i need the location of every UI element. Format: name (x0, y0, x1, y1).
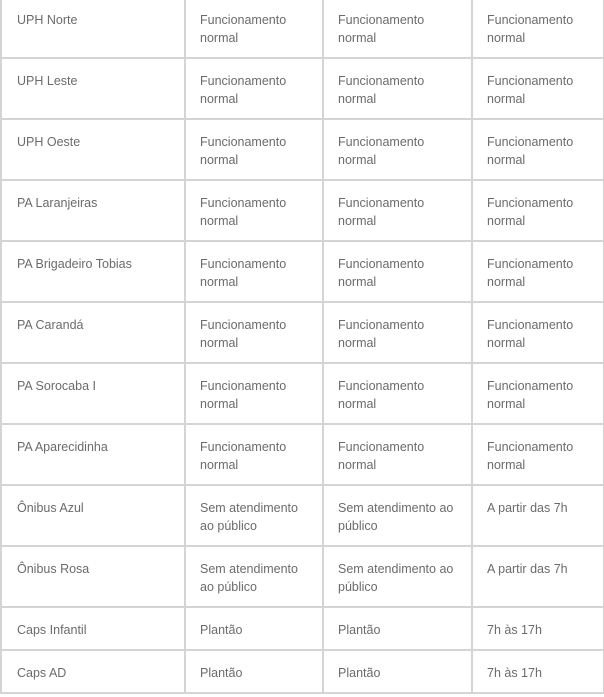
table-row (1, 119, 604, 180)
unit-name-cell: Caps AD (1, 650, 185, 693)
status-cell: Sem atendimento ao público (323, 485, 472, 546)
unit-name-cell: Ônibus Azul (1, 485, 185, 546)
status-cell: Funcionamento normal (323, 119, 472, 180)
status-cell: Sem atendimento ao público (185, 546, 323, 607)
unit-name-cell: UPH Oeste (1, 119, 185, 180)
status-cell: Funcionamento normal (472, 241, 604, 302)
status-cell: Sem atendimento ao público (323, 546, 472, 607)
status-cell: A partir das 7h (472, 546, 604, 607)
table-row (1, 546, 604, 607)
status-cell: Funcionamento normal (323, 58, 472, 119)
status-cell: Funcionamento normal (185, 424, 323, 485)
unit-name-cell: Ônibus Rosa (1, 546, 185, 607)
status-cell: Funcionamento normal (185, 119, 323, 180)
status-cell: Funcionamento normal (472, 119, 604, 180)
status-cell: Funcionamento normal (185, 58, 323, 119)
unit-name-cell: PA Carandá (1, 302, 185, 363)
status-cell: Funcionamento normal (185, 302, 323, 363)
status-cell: 7h às 17h (472, 650, 604, 693)
status-cell: Funcionamento normal (472, 363, 604, 424)
table-row (1, 607, 604, 650)
status-cell: Funcionamento normal (323, 180, 472, 241)
status-cell: Funcionamento normal (185, 180, 323, 241)
unit-name-cell: PA Aparecidinha (1, 424, 185, 485)
status-cell: A partir das 7h (472, 485, 604, 546)
table-row (1, 424, 604, 485)
status-cell: Sem atendimento ao público (185, 485, 323, 546)
status-cell: Funcionamento normal (323, 424, 472, 485)
unit-name-cell: UPH Leste (1, 58, 185, 119)
table-row (1, 650, 604, 693)
status-cell: Funcionamento normal (323, 0, 472, 58)
status-cell: Funcionamento normal (185, 241, 323, 302)
table-row (1, 0, 604, 58)
status-cell: Plantão (185, 650, 323, 693)
table-row (1, 241, 604, 302)
status-cell: Plantão (323, 650, 472, 693)
status-cell: Plantão (323, 607, 472, 650)
table-row (1, 302, 604, 363)
unit-name-cell: Caps Infantil (1, 607, 185, 650)
status-cell: 7h às 17h (472, 607, 604, 650)
table-row (1, 58, 604, 119)
status-cell: Funcionamento normal (323, 363, 472, 424)
status-cell: Funcionamento normal (472, 58, 604, 119)
unit-name-cell: PA Laranjeiras (1, 180, 185, 241)
unit-name-cell: UPH Norte (1, 0, 185, 58)
status-cell: Funcionamento normal (472, 0, 604, 58)
table-row (1, 180, 604, 241)
status-cell: Funcionamento normal (472, 424, 604, 485)
unit-name-cell: PA Brigadeiro Tobias (1, 241, 185, 302)
status-cell: Plantão (185, 607, 323, 650)
status-cell: Funcionamento normal (472, 302, 604, 363)
status-cell: Funcionamento normal (323, 241, 472, 302)
status-cell: Funcionamento normal (323, 302, 472, 363)
table-row (1, 485, 604, 546)
status-cell: Funcionamento normal (185, 0, 323, 58)
table-row (1, 363, 604, 424)
unit-name-cell: PA Sorocaba I (1, 363, 185, 424)
status-cell: Funcionamento normal (185, 363, 323, 424)
status-cell: Funcionamento normal (472, 180, 604, 241)
